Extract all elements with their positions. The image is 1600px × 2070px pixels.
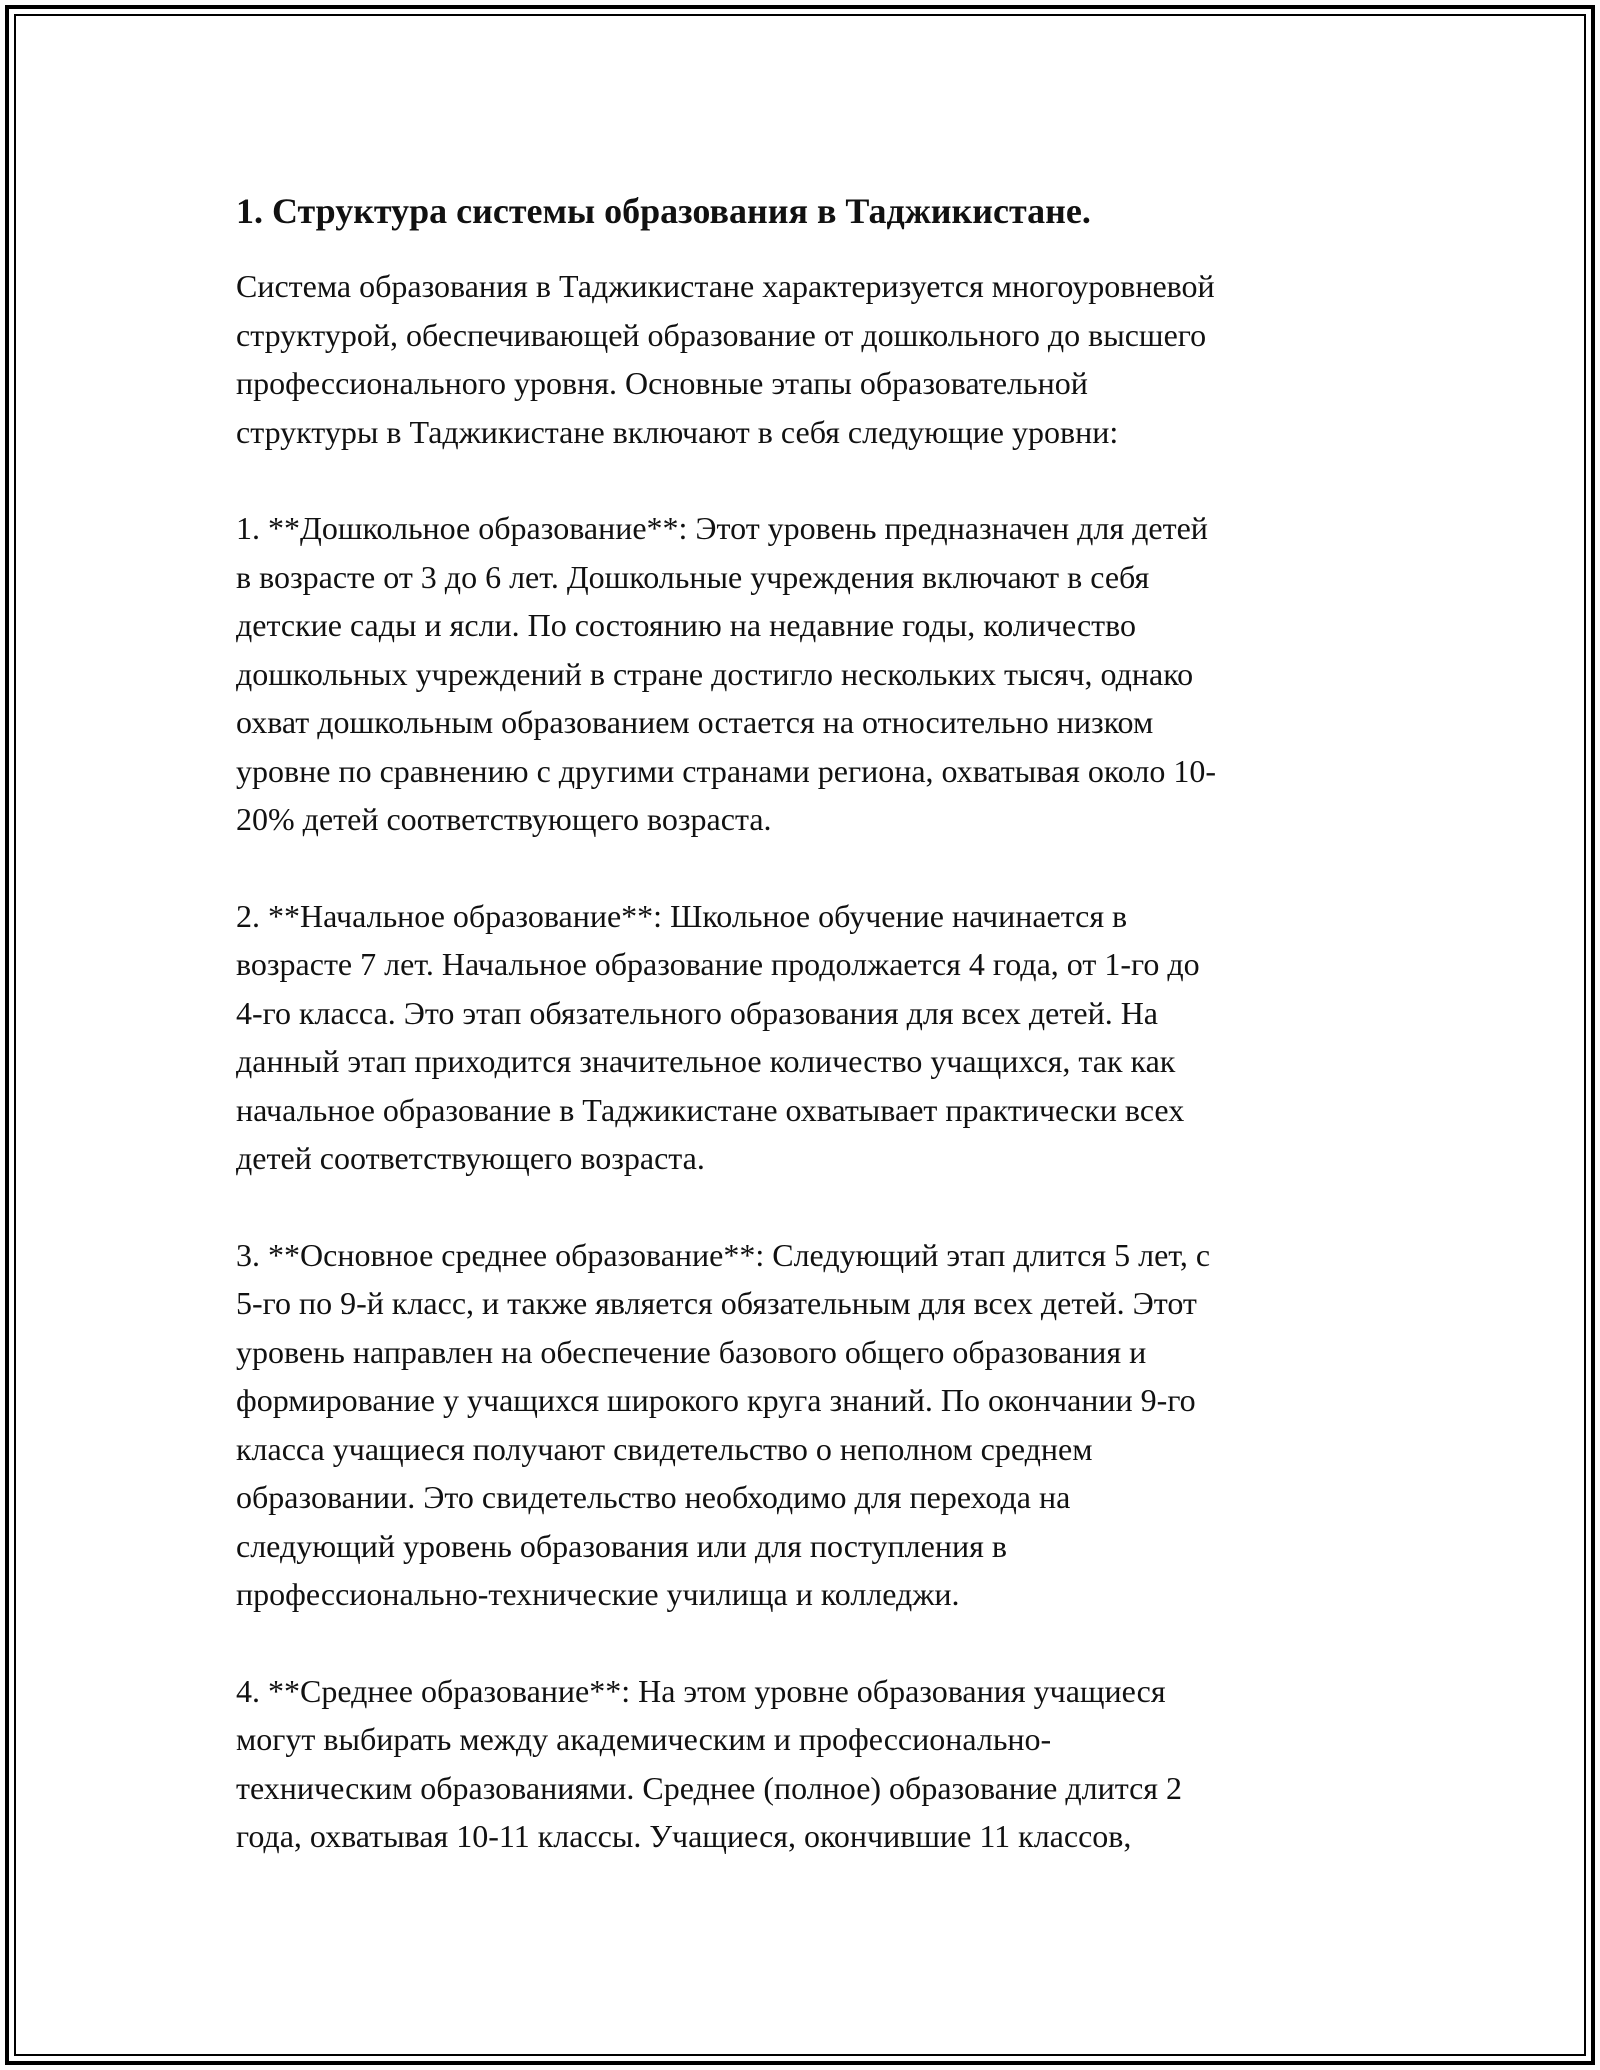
paragraph-line: структурой, обеспечивающей образование от дошкольного до высшего <box>236 316 1207 353</box>
intro-paragraph <box>236 262 1376 456</box>
secondary-education-paragraph <box>236 1667 1376 1861</box>
paragraph-line: профессионального уровня. Основные этапы образовательной <box>236 365 1088 401</box>
paragraph-line: уровне по сравнению с другими странами региона, охватывая около 10- <box>236 752 1216 789</box>
paragraph-line: в возрасте от 3 до 6 лет. Дошкольные учреждения включают в себя <box>236 558 1150 595</box>
paragraph-line: класса учащиеся получают свидетельство о неполном среднем <box>236 1430 1093 1467</box>
paragraph-line: 20% детей соответствующего возраста. <box>236 801 772 837</box>
paragraph-line: 1. **Дошкольное образование**: Этот уровень предназначен для детей <box>236 510 1208 546</box>
paragraph-line: детские сады и ясли. По состоянию на недавние годы, количество <box>236 607 1137 643</box>
paragraph-line: следующий уровень образования или для поступления в <box>236 1527 1007 1564</box>
paragraph-line: Система образования в Таджикистане характеризуется многоуровневой <box>236 268 1215 304</box>
paragraph-line: техническим образованиями. Среднее (полное) образование длится 2 <box>236 1769 1182 1806</box>
paragraph-line: структуры в Таджикистане включают в себя следующие уровни: <box>236 413 1119 450</box>
primary-education-paragraph <box>236 892 1376 1183</box>
paragraph-line: начальное образование в Таджикистане охватывает практически всех <box>236 1091 1185 1128</box>
paragraph-line: возрасте 7 лет. Начальное образование продолжается 4 года, от 1-го до <box>236 946 1200 982</box>
paragraph-line: дошкольных учреждений в стране достигло нескольких тысяч, однако <box>236 655 1194 692</box>
paragraph-line: данный этап приходится значительное количество учащихся, так как <box>236 1043 1176 1079</box>
paragraph-line: 2. **Начальное образование**: Школьное обучение начинается в <box>236 897 1128 934</box>
paragraph-line: охват дошкольным образованием остается на относительно низком <box>236 704 1154 740</box>
document-title: 1. Структура системы образования в Таджикистане. <box>236 191 1091 231</box>
paragraph-line: образовании. Это свидетельство необходимо для перехода на <box>236 1479 1071 1515</box>
paragraph-line: формирование у учащихся широкого круга знаний. По окончании 9-го <box>236 1382 1196 1418</box>
paragraph-line: 3. **Основное среднее образование**: Следующий этап длится 5 лет, с <box>236 1236 1211 1273</box>
paragraph-line: детей соответствующего возраста. <box>236 1140 705 1176</box>
paragraph-line: года, охватывая 10-11 классы. Учащиеся, окончившие 11 классов, <box>236 1818 1132 1854</box>
basic-secondary-education-paragraph <box>236 1231 1376 1619</box>
paragraph-line: 5-го по 9-й класс, и также является обязательным для всех детей. Этот <box>236 1285 1197 1321</box>
paragraph-line: 4. **Среднее образование**: На этом уровне образования учащиеся <box>236 1672 1166 1709</box>
paragraph-line: 4-го класса. Это этап обязательного образования для всех детей. На <box>236 994 1158 1031</box>
preschool-education-paragraph <box>236 504 1376 844</box>
document-page <box>236 186 1376 1909</box>
paragraph-line: могут выбирать между академическим и профессионально- <box>236 1721 1052 1757</box>
paragraph-line: профессионально-технические училища и колледжи. <box>236 1576 960 1612</box>
paragraph-line: уровень направлен на обеспечение базового общего образования и <box>236 1333 1147 1370</box>
